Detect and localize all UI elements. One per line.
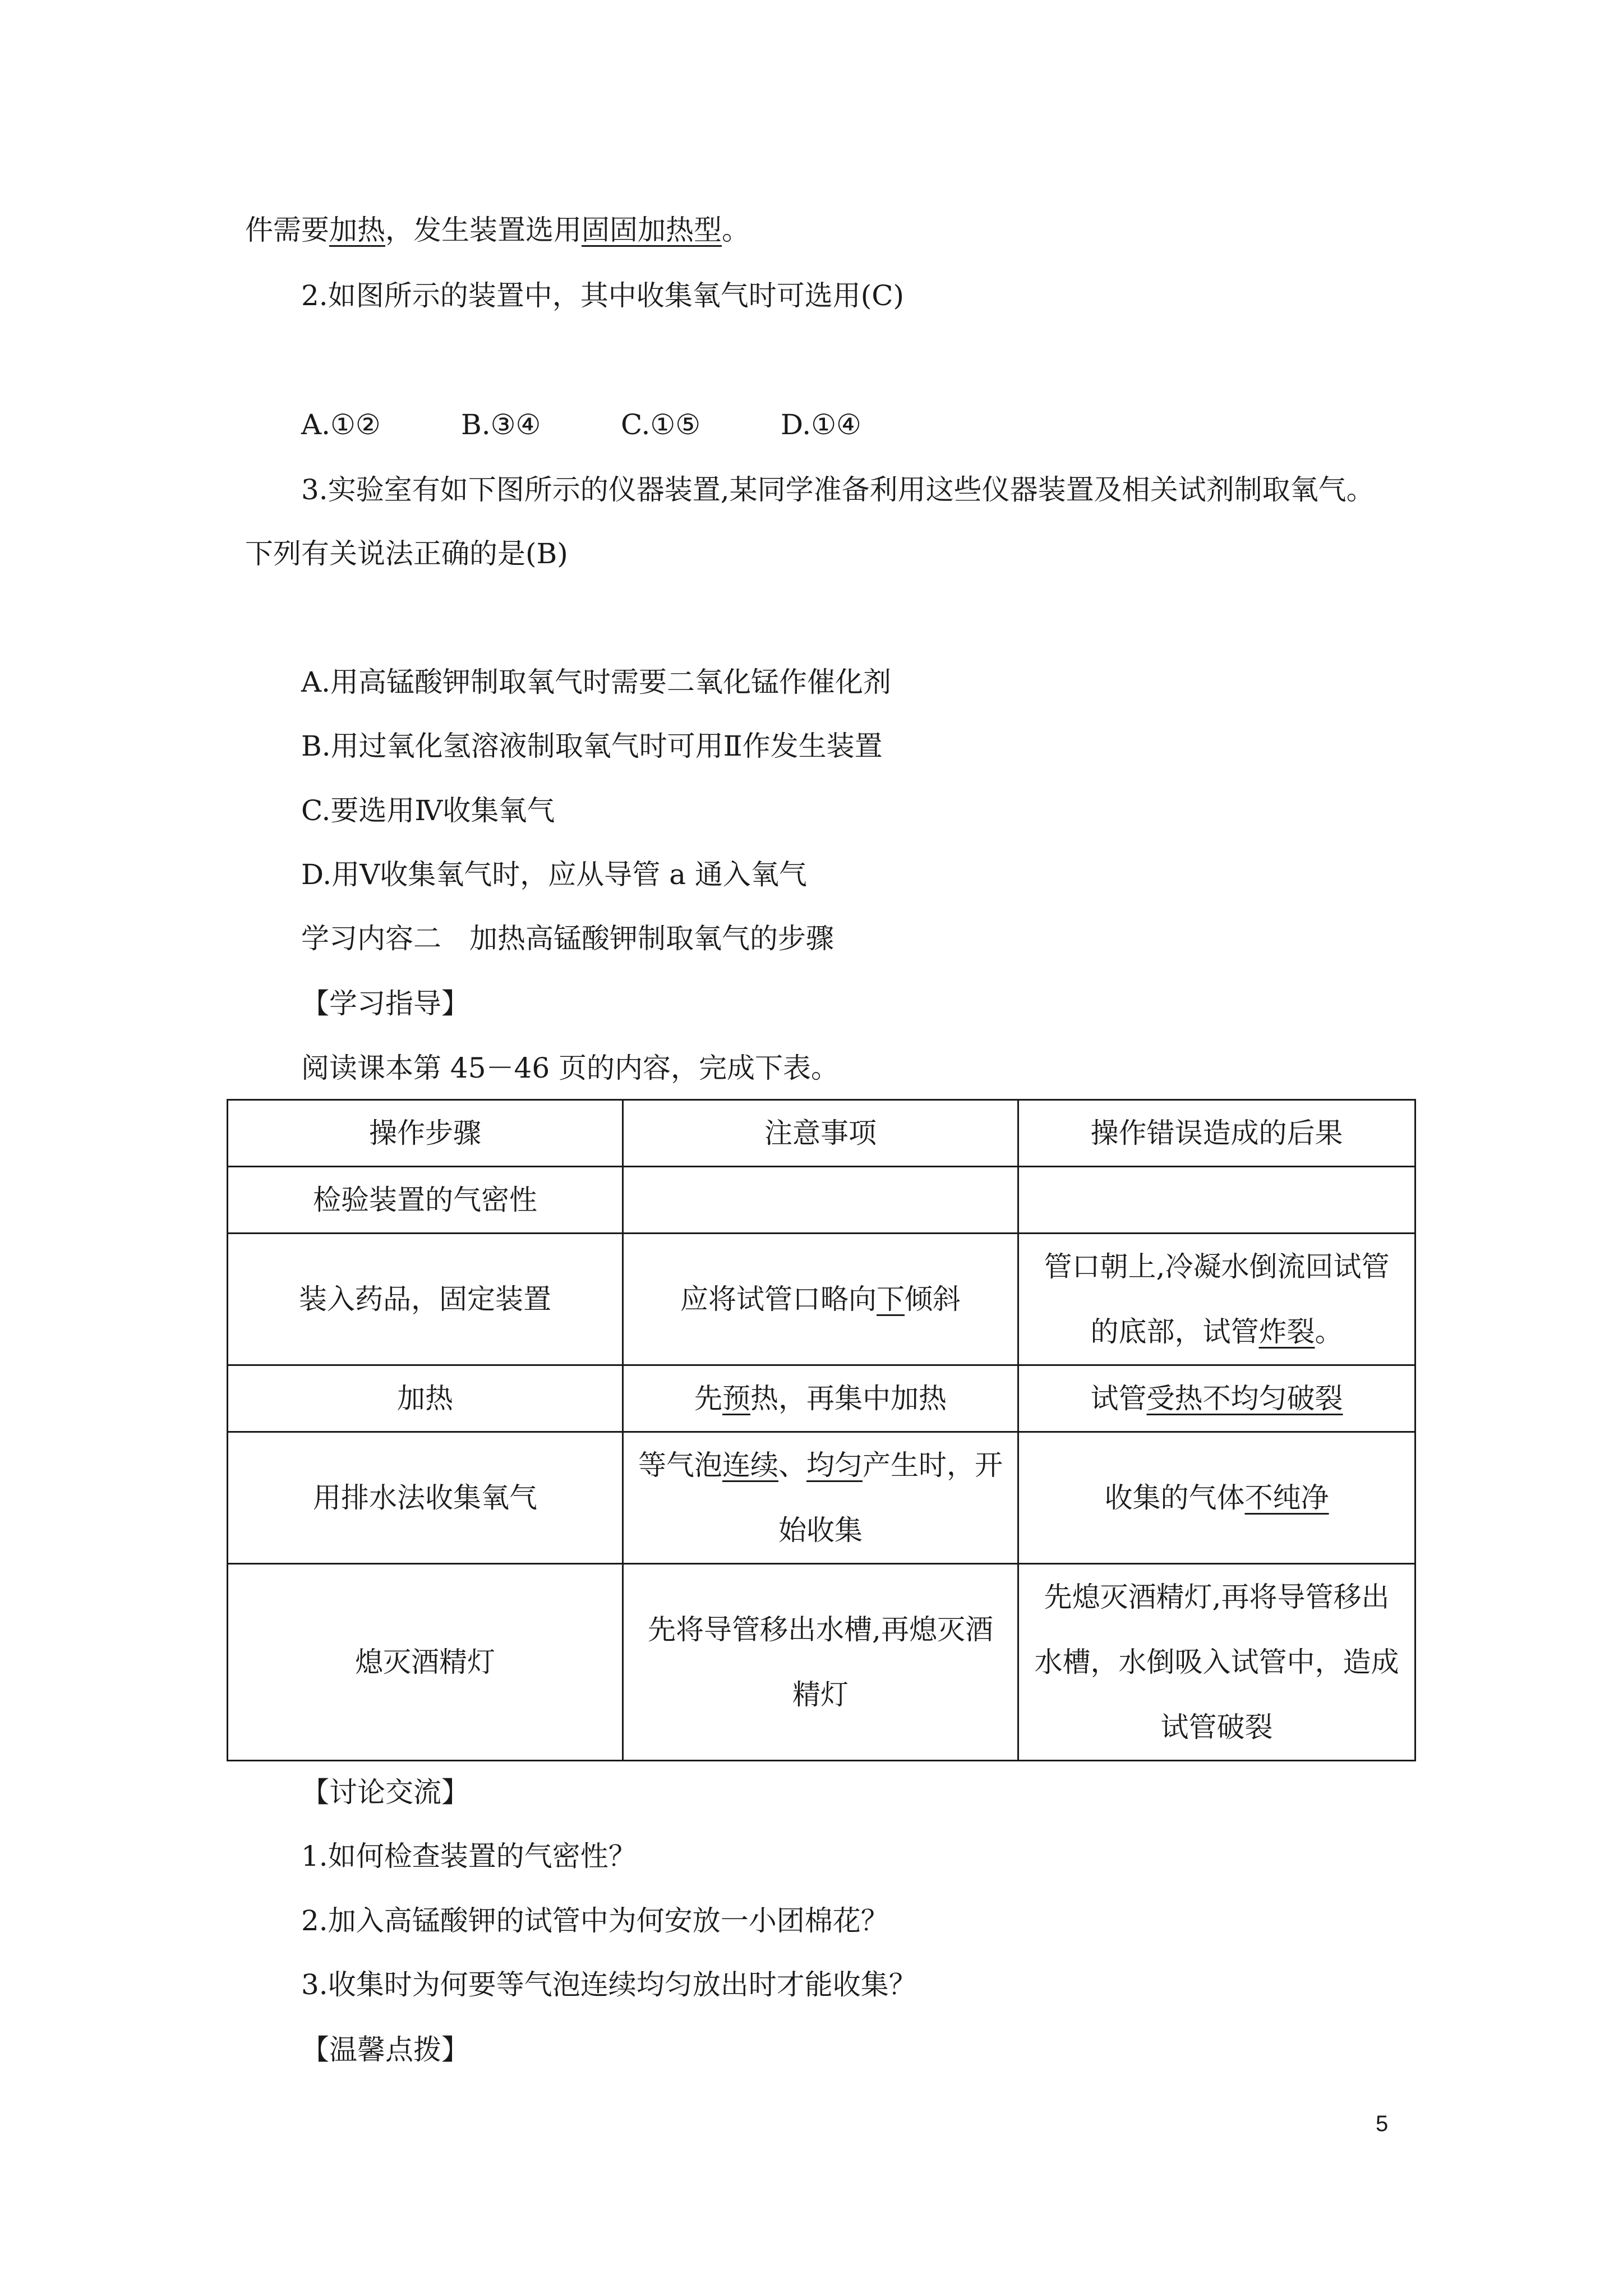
answer-blank: 下 [877, 1283, 905, 1315]
cell-step: 熄灭酒精灯 [228, 1564, 623, 1761]
intro-text-c: ，发生装置选用 [385, 214, 582, 246]
question-2-option-a: A.①② [301, 408, 381, 441]
cell-text: 的底部，试管 [1090, 1315, 1259, 1348]
answer-blank: 均匀 [806, 1449, 863, 1481]
table-header-row [228, 1100, 1415, 1167]
question-3-stem-line-1: 3.实验室有如下图所示的仪器装置,某同学准备利用这些仪器装置及相关试剂制取氧气。 [301, 473, 1375, 506]
header-consequence: 操作错误造成的后果 [1018, 1100, 1415, 1167]
section-2-title: 学习内容二 加热高锰酸钾制取氧气的步骤 [301, 922, 834, 955]
cell-text: 。 [1315, 1315, 1343, 1348]
cell-text: 热，再集中加热 [750, 1382, 947, 1415]
cell-consequence [1018, 1365, 1415, 1432]
question-3-option-b: B.用过氧化氢溶液制取氧气时可用Ⅱ作发生装置 [301, 730, 883, 762]
cell-step: 检验装置的气密性 [228, 1167, 623, 1234]
cell-text: 先熄灭酒精灯,再将导管移出 [1044, 1581, 1390, 1613]
header-step: 操作步骤 [228, 1100, 623, 1167]
cell-step: 装入药品，固定装置 [228, 1234, 623, 1365]
question-3-stem-line-2: 下列有关说法正确的是(B) [245, 537, 568, 570]
learning-guide-heading: 【学习指导】 [301, 987, 469, 1020]
header-notes: 注意事项 [623, 1100, 1018, 1167]
cell-consequence [1018, 1432, 1415, 1564]
question-3-option-c: C.要选用Ⅳ收集氧气 [301, 794, 555, 827]
question-2-option-b: B.③④ [461, 408, 541, 441]
answer-blank: 连续 [722, 1449, 778, 1481]
table-row [228, 1167, 1415, 1234]
cell-notes [623, 1432, 1018, 1564]
table-row [228, 1564, 1415, 1761]
page-number: 5 [1376, 2111, 1389, 2136]
cell-text: 收集的气体 [1104, 1481, 1245, 1514]
cell-notes [623, 1167, 1018, 1234]
cell-step: 加热 [228, 1365, 623, 1432]
cell-consequence [1018, 1564, 1415, 1761]
cell-text: 先将导管移出水槽,再熄灭酒 [648, 1613, 993, 1646]
cell-notes [623, 1234, 1018, 1365]
cell-text: 产生时，开 [863, 1449, 1003, 1481]
cell-text: 水槽，水倒吸入试管中，造成 [1034, 1646, 1399, 1678]
cell-text: 管口朝上,冷凝水倒流回试管 [1044, 1250, 1390, 1283]
discussion-item-2: 2.加入高锰酸钾的试管中为何安放一小团棉花？ [301, 1904, 889, 1937]
question-2-option-d: D.①④ [781, 408, 861, 441]
cell-text: 应将试管口略向 [680, 1283, 877, 1315]
discussion-item-3: 3.收集时为何要等气泡连续均匀放出时才能收集？ [301, 1968, 917, 2001]
table-row [228, 1432, 1415, 1564]
intro-text-e: 。 [722, 214, 750, 246]
answer-blank: 不纯净 [1244, 1481, 1329, 1514]
question-3-option-d: D.用Ⅴ收集氧气时，应从导管 a 通入氧气 [301, 858, 807, 891]
cell-text: 倾斜 [905, 1283, 961, 1315]
cell-notes [623, 1365, 1018, 1432]
cell-text: 始收集 [778, 1514, 863, 1547]
question-3-option-a: A.用高锰酸钾制取氧气时需要二氧化锰作催化剂 [301, 666, 892, 698]
intro-answer-device-type: 固固加热型 [582, 214, 722, 246]
question-2-option-c: C.①⑤ [621, 408, 701, 441]
cell-notes [623, 1564, 1018, 1761]
discussion-heading: 【讨论交流】 [301, 1776, 469, 1809]
tips-heading: 【温馨点拨】 [301, 2033, 469, 2066]
cell-text: 、 [778, 1449, 806, 1481]
reading-instruction: 阅读课本第 45－46 页的内容，完成下表。 [301, 1052, 840, 1084]
answer-blank: 预 [722, 1382, 750, 1415]
answer-blank: 炸裂 [1258, 1315, 1315, 1348]
cell-text: 先 [694, 1382, 722, 1415]
intro-answer-heating: 加热 [329, 214, 385, 246]
cell-consequence [1018, 1234, 1415, 1365]
question-2-stem: 2.如图所示的装置中，其中收集氧气时可选用(C) [301, 279, 904, 312]
cell-text: 精灯 [792, 1678, 849, 1711]
table-row [228, 1234, 1415, 1365]
table-row [228, 1365, 1415, 1432]
steps-table [227, 1099, 1416, 1761]
cell-text: 试管 [1090, 1382, 1147, 1415]
discussion-item-1: 1.如何检查装置的气密性？ [301, 1840, 637, 1872]
cell-step: 用排水法收集氧气 [228, 1432, 623, 1564]
intro-line [245, 216, 750, 244]
cell-text: 试管破裂 [1160, 1711, 1273, 1743]
cell-text: 等气泡 [638, 1449, 722, 1481]
answer-blank: 受热不均匀破裂 [1146, 1382, 1343, 1415]
intro-text-a: 件需要 [245, 214, 329, 246]
cell-consequence [1018, 1167, 1415, 1234]
